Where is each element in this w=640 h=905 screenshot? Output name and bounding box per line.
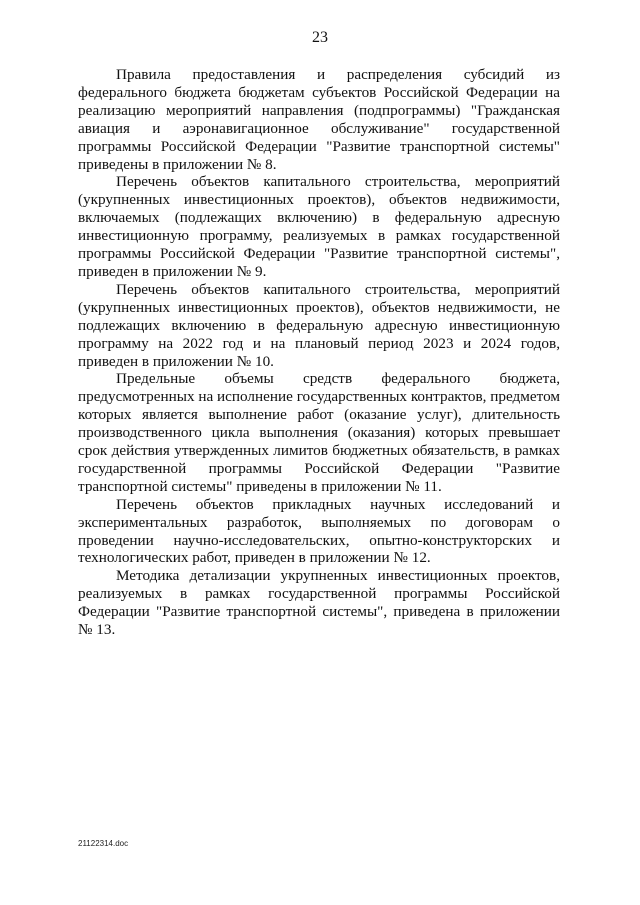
paragraph-appendix-11: Предельные объемы средств федерального бюджета, предусмотренных на исполнение государственных контрактов, предметом которых является выполнение работ (оказание услуг), длительность производственного цикла выполнения (оказания) которых превышает срок действия утвержденных лимитов бюджетных обязательств, в рамках государственной программы Российской Федерации "Развитие транспортной системы" приведены в приложении № 11. xyxy=(78,370,560,495)
paragraph-appendix-8: Правила предоставления и распределения субсидий из федерального бюджета бюджетам субъектов Российской Федерации на реализацию мероприятий направления (подпрограммы) "Гражданская авиация и аэронавигационное обслуживание" государственной программы Российской Федерации "Развитие транспортной системы" приведены в приложении № 8. xyxy=(78,66,560,173)
paragraph-appendix-10: Перечень объектов капитального строительства, мероприятий (укрупненных инвестиционных проектов), объектов недвижимости, не подлежащих включению в федеральную адресную инвестиционную программу на 2022 год и на плановый период 2023 и 2024 годов, приведен в приложении № 10. xyxy=(78,280,560,370)
document-file-code: 21122314.doc xyxy=(78,839,129,848)
paragraph-appendix-12: Перечень объектов прикладных научных исследований и экспериментальных разработок, выполняемых по договорам о проведении научно-исследовательских, опытно-конструкторских и технологических работ, приведен в приложении № 12. xyxy=(78,495,560,567)
page-number: 23 xyxy=(312,29,328,46)
paragraph-appendix-9: Перечень объектов капитального строительства, мероприятий (укрупненных инвестиционных проектов), объектов недвижимости, включаемых (подлежащих включению) в федеральную адресную инвестиционную программу, реализуемых в рамках государственной программы Российской Федерации "Развитие транспортной системы", приведен в приложении № 9. xyxy=(78,173,560,280)
paragraph-appendix-13: Методика детализации укрупненных инвестиционных проектов, реализуемых в рамках государственной программы Российской Федерации "Развитие транспортной системы", приведена в приложении № 13. xyxy=(78,567,560,639)
document-body xyxy=(78,66,560,639)
